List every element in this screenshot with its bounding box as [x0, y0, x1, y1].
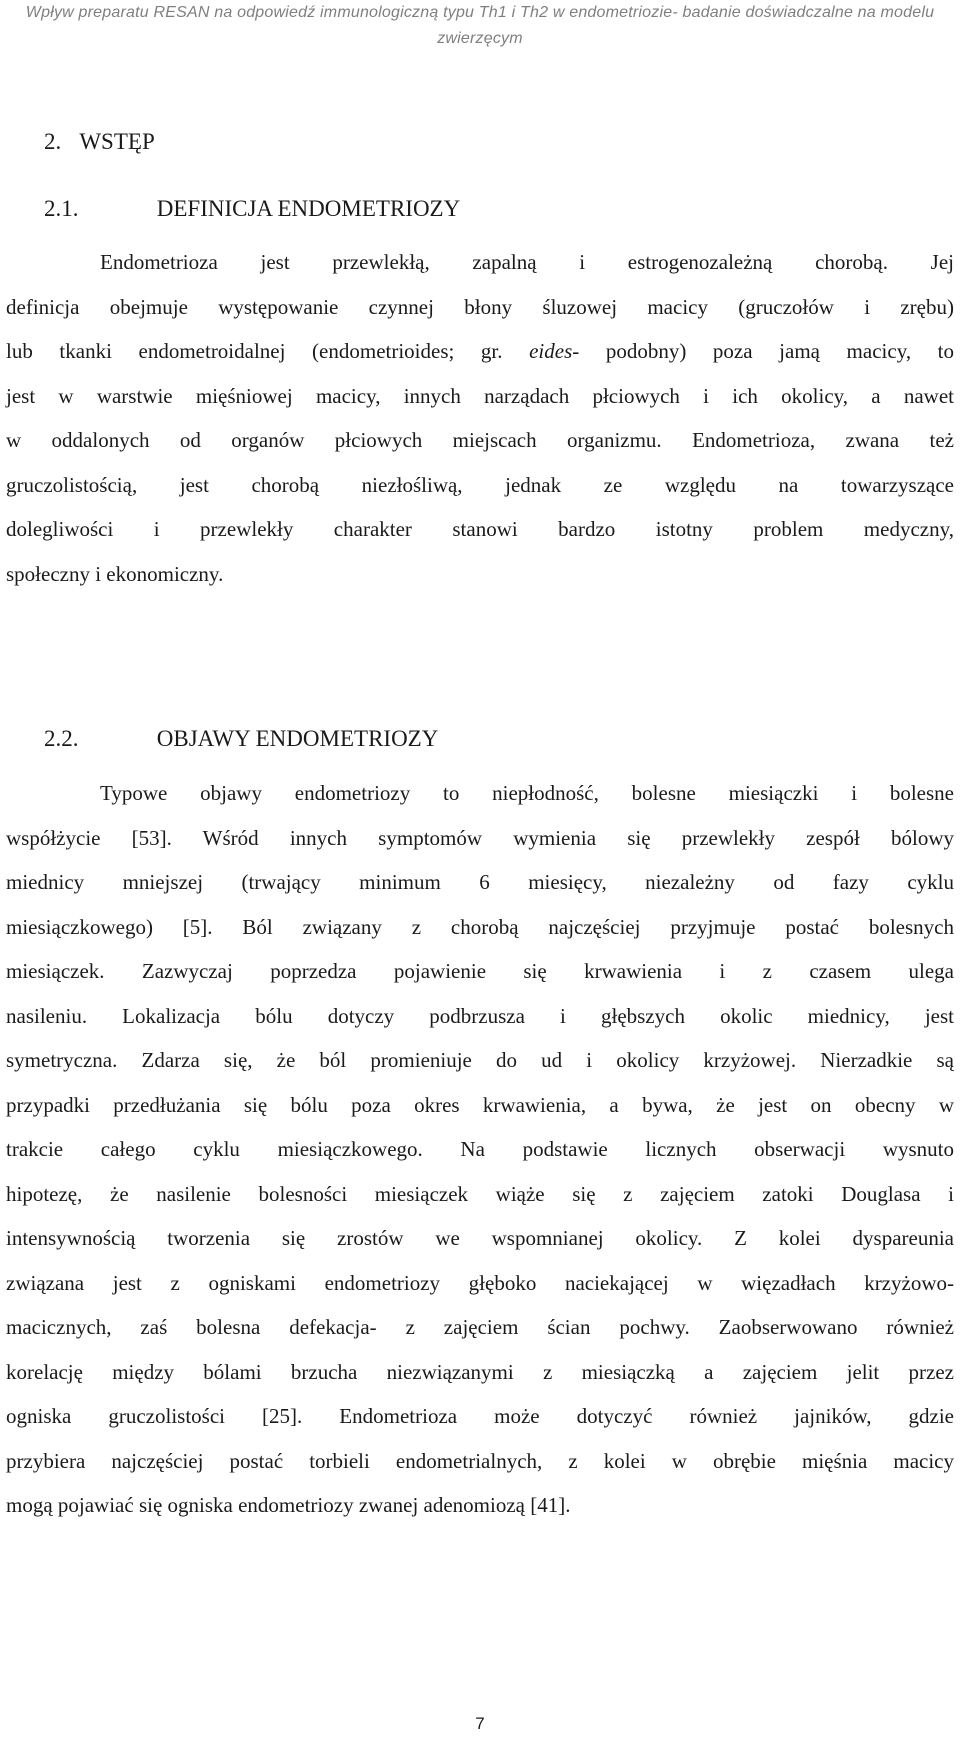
- section-heading: [44, 128, 155, 156]
- running-header: [0, 0, 960, 52]
- section-title: WSTĘP: [79, 129, 155, 154]
- paragraph-line: mogą pojawiać się ogniska endometriozy zwanej adenomiozą [41].: [6, 1493, 571, 1517]
- paragraph-line: korelację między bólami brzucha niezwiązanymi z miesiączką a zajęciem jelit przez: [6, 1359, 954, 1384]
- running-header-line-2: zwierzęcym: [437, 30, 523, 47]
- paragraph-line: hipotezę, że nasilenie bolesności miesiączek wiąże się z zajęciem zatoki Douglasa i: [6, 1181, 954, 1206]
- running-header-line-1: Wpływ preparatu RESAN na odpowiedź immunologiczną typu Th1 i Th2 w endometriozie- badanie doświadczalne na modelu: [25, 4, 935, 21]
- paragraph-line: nasileniu. Lokalizacja bólu dotyczy podbrzusza i głębszych okolic miednicy, jest: [6, 1003, 954, 1028]
- paragraph-line: dolegliwości i przewlekły charakter stanowi bardzo istotny problem medyczny,: [6, 517, 954, 541]
- paragraph-line: miesiączek. Zazwyczaj poprzedza pojawienie się krwawienia i z czasem ulega: [6, 959, 954, 983]
- paragraph-line: Endometrioza jest przewlekłą, zapalną i estrogenozależną chorobą. Jej: [100, 250, 954, 274]
- paragraph-line: trakcie całego cyklu miesiączkowego. Na podstawie licznych obserwacji wysnuto: [6, 1137, 954, 1161]
- paragraph-line: miednicy mniejszej (trwający minimum 6 miesięcy, niezależny od fazy cyklu: [6, 870, 954, 894]
- paragraph-symptoms: [6, 771, 954, 1528]
- subsection-number: 2.1.: [44, 196, 79, 221]
- paragraph-line: miesiączkowego) [5]. Ból związany z chorobą najczęściej przyjmuje postać bolesnych: [6, 914, 954, 939]
- paragraph-line: ogniska gruczolistości [25]. Endometrioza może dotyczyć również jajników, gdzie: [6, 1404, 954, 1428]
- paragraph-line-part: lub tkanki endometroidalnej (endometrioides; gr.: [6, 339, 530, 363]
- paragraph-line: społeczny i ekonomiczny.: [6, 561, 224, 586]
- paragraph-line: jest w warstwie mięśniowej macicy, innych narządach płciowych i ich okolicy, a nawet: [6, 383, 954, 408]
- paragraph-line-part: - podobny) poza jamą macicy, to: [572, 339, 955, 363]
- paragraph-line: związana jest z ogniskami endometriozy głęboko naciekającej w więzadłach krzyżowo-: [6, 1270, 954, 1295]
- italic-term: eides: [529, 339, 573, 363]
- subsection-title: OBJAWY ENDOMETRIOZY: [156, 726, 439, 751]
- paragraph-line: przypadki przedłużania się bólu poza okres krwawienia, a bywa, że jest on obecny w: [6, 1092, 954, 1117]
- paragraph-line: przybiera najczęściej postać torbieli endometrialnych, z kolei w obrębie mięśnia macicy: [6, 1448, 954, 1473]
- subsection-title: DEFINICJA ENDOMETRIOZY: [156, 196, 461, 221]
- subsection-heading-symptoms: [44, 725, 438, 753]
- subsection-number: 2.2.: [44, 726, 79, 751]
- paragraph-definition: [6, 240, 954, 596]
- paragraph-line: definicja obejmuje występowanie czynnej błony śluzowej macicy (gruczołów i zrębu): [6, 294, 954, 319]
- paragraph-line: gruczolistością, jest chorobą niezłośliwą, jednak ze względu na towarzyszące: [6, 472, 954, 497]
- subsection-heading-definition: [44, 195, 460, 223]
- paragraph-line: macicznych, zaś bolesna defekacja- z zajęciem ścian pochwy. Zaobserwowano również: [6, 1315, 954, 1339]
- paragraph-line: intensywnością tworzenia się zrostów we wspomnianej okolicy. Z kolei dyspareunia: [6, 1226, 954, 1250]
- paragraph-line: współżycie [53]. Wśród innych symptomów wymienia się przewlekły zespół bólowy: [6, 825, 954, 850]
- paragraph-line: w oddalonych od organów płciowych miejscach organizmu. Endometrioza, zwana też: [6, 428, 954, 452]
- page-number: 7: [475, 1714, 485, 1733]
- paragraph-line: Typowe objawy endometriozy to niepłodność, bolesne miesiączki i bolesne: [100, 781, 954, 805]
- section-number: 2.: [44, 129, 62, 154]
- paragraph-line: [6, 329, 954, 374]
- paragraph-line: symetryczna. Zdarza się, że ból promieniuje do ud i okolicy krzyżowej. Nierzadkie są: [6, 1048, 954, 1072]
